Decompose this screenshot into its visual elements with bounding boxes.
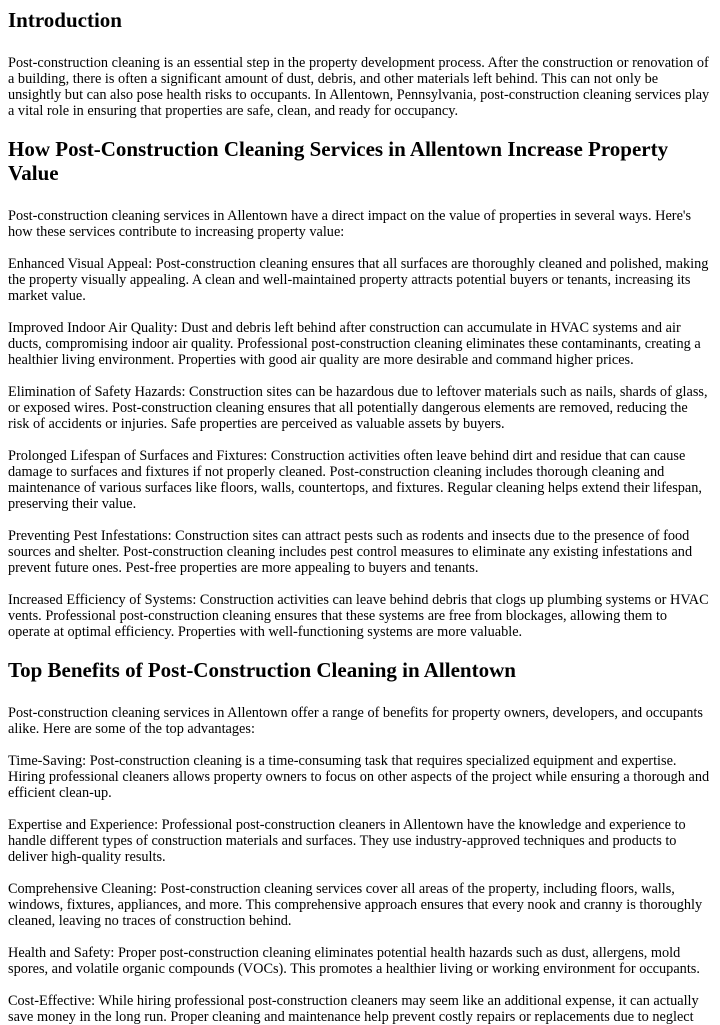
benefits-intro: Post-construction cleaning services in Allentown offer a range of benefits for property owners, developers, and occupants alike. Here are some of the top advantages: [8, 705, 703, 737]
property-value-item-pest: Preventing Pest Infestations: Construction sites can attract pests such as rodents and insects due to the presence of food sources and shelter. Post-construction cleaning includes pest control measures to eliminate any existing infestations and prevent future ones. Pest-free properties are more appealing to buyers and tenants. [8, 528, 693, 576]
benefit-item-comprehensive: Comprehensive Cleaning: Post-construction cleaning services cover all areas of the property, including floors, walls, windows, fixtures, appliances, and more. This comprehensive approach ensures that every nook and cranny is thoroughly cleaned, leaving no traces of construction behind. [8, 881, 703, 929]
benefit-item-expertise: Expertise and Experience: Professional post-construction cleaners in Allentown have the knowledge and experience to handle different types of construction materials and surfaces. They use industry-approved techniques and products to deliver high-quality results. [8, 817, 686, 865]
property-value-item-air-quality: Improved Indoor Air Quality: Dust and debris left behind after construction can accumulate in HVAC systems and air ducts, compromising indoor air quality. Professional post-construction cleaning eliminates these contaminants, creating a healthier living environment. Properties with good air quality are more desirable and command higher prices. [8, 320, 701, 368]
property-value-item-systems: Increased Efficiency of Systems: Construction activities can leave behind debris that clogs up plumbing systems or HVAC vents. Professional post-construction cleaning ensures that these systems are free from blockages, allowing them to operate at optimal efficiency. Properties with well-functioning systems are more valuable. [8, 592, 709, 640]
section-heading-introduction: Introduction [8, 8, 122, 32]
section-heading-property-value: How Post-Construction Cleaning Services in Allentown Increase Property Value [8, 137, 669, 185]
property-value-intro: Post-construction cleaning services in Allentown have a direct impact on the value of properties in several ways. Here's how these services contribute to increasing property value: [8, 208, 692, 240]
property-value-item-safety-hazards: Elimination of Safety Hazards: Construction sites can be hazardous due to leftover materials such as nails, shards of glass, or exposed wires. Post-construction cleaning ensures that all potentially dangerous elements are removed, reducing the risk of accidents or injuries. Safe properties are perceived as valuable assets by buyers. [8, 384, 708, 432]
property-value-item-lifespan: Prolonged Lifespan of Surfaces and Fixtures: Construction activities often leave behind dirt and residue that can cause damage to surfaces and fixtures if not properly cleaned. Post-construction cleaning includes thorough cleaning and maintenance of various surfaces like floors, walls, countertops, and fixtures. Regular cleaning helps extend their lifespan, preserving their value. [8, 448, 702, 512]
benefit-item-cost-effective: Cost-Effective: While hiring professional post-construction cleaners may seem like an additional expense, it can actually save money in the long run. Proper cleaning and maintenance help prevent costly repairs or replacements due to neglect [8, 993, 699, 1025]
property-value-item-visual-appeal: Enhanced Visual Appeal: Post-construction cleaning ensures that all surfaces are thoroughly cleaned and polished, making the property visually appealing. A clean and well-maintained property attracts potential buyers or tenants, increasing its market value. [8, 256, 709, 304]
benefit-item-health-safety: Health and Safety: Proper post-construction cleaning eliminates potential health hazards such as dust, allergens, mold spores, and volatile organic compounds (VOCs). This promotes a healthier living or working environment for occupants. [8, 945, 700, 977]
intro-paragraph: Post-construction cleaning is an essential step in the property development process. After the construction or renovation of a building, there is often a significant amount of dust, debris, and other materials left behind. This can not only be unsightly but can also pose health risks to occupants. In Allentown, Pennsylvania, post-construction cleaning services play a vital role in ensuring that properties are safe, clean, and ready for occupancy. [8, 55, 710, 119]
section-heading-benefits: Top Benefits of Post-Construction Cleaning in Allentown [8, 658, 516, 682]
benefit-item-time-saving: Time-Saving: Post-construction cleaning is a time-consuming task that requires specialized equipment and expertise. Hiring professional cleaners allows property owners to focus on other aspects of the project while ensuring a thorough and efficient clean-up. [8, 753, 710, 801]
article [0, 8, 720, 1025]
